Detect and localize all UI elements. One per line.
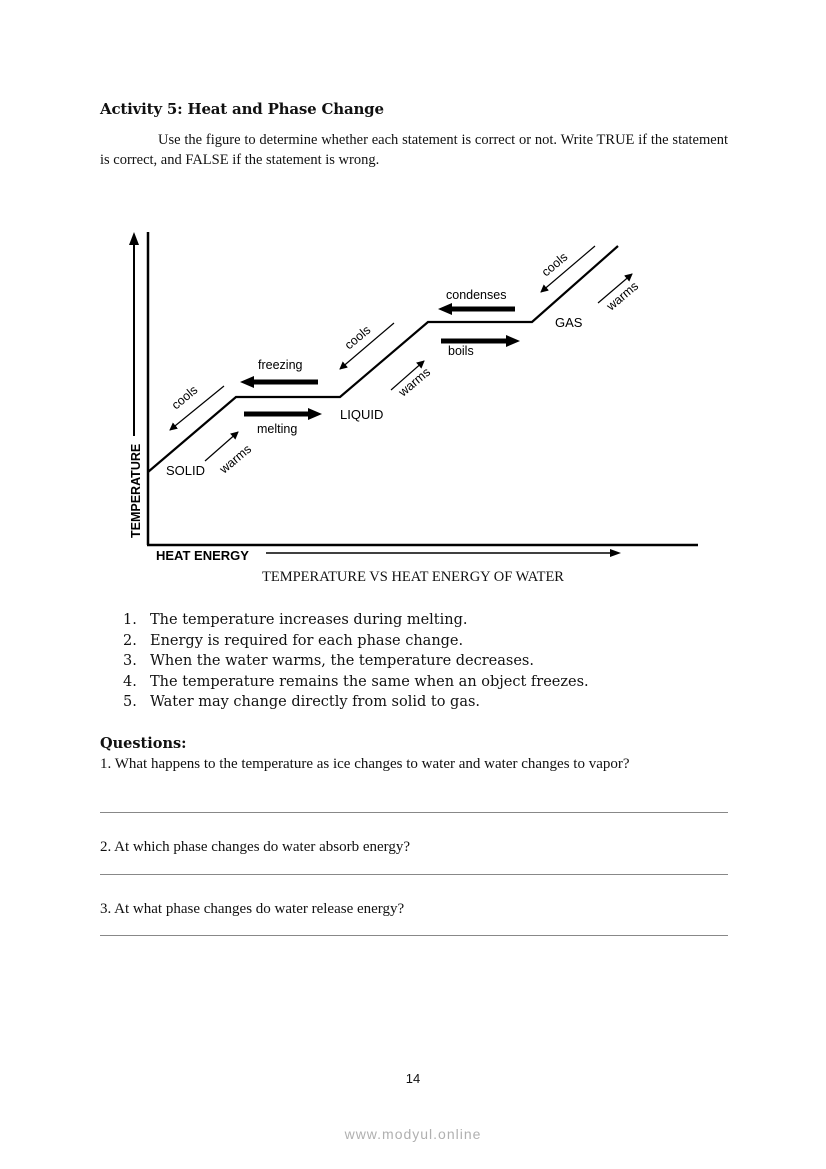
statement-item <box>123 651 589 672</box>
phase-label-solid: SOLID <box>166 463 206 478</box>
x-axis-arrow <box>266 549 621 557</box>
question-2 <box>100 837 728 858</box>
questions-heading: Questions: <box>100 735 187 752</box>
figure-caption: TEMPERATURE VS HEAT ENERGY OF WATER <box>262 569 564 585</box>
question-text: 2. At which phase changes do water absorb energy? <box>100 839 411 855</box>
answer-line-1[interactable] <box>100 812 728 813</box>
statement-item <box>123 610 589 631</box>
page-number: 14 <box>405 1071 421 1086</box>
boils-label: boils <box>448 344 474 358</box>
statement-list <box>123 610 589 713</box>
statement-text: Energy is required for each phase change. <box>150 632 464 649</box>
question-text: 3. At what phase changes do water release energy? <box>100 901 405 917</box>
question-text: 1. What happens to the temperature as ice changes to water and water changes to vapor? <box>100 756 630 772</box>
statement-text: The temperature remains the same when an object freezes. <box>150 673 589 690</box>
answer-line-3[interactable] <box>100 935 728 936</box>
statement-number: 3. <box>123 653 137 669</box>
melting-label: melting <box>257 422 298 436</box>
statement-item <box>123 672 589 693</box>
statement-text: Water may change directly from solid to gas. <box>150 694 481 710</box>
y-axis-arrow <box>129 232 139 436</box>
instructions-text: Use the figure to determine whether each statement is correct or not. Write TRUE if the statement is correct, and FALSE if the statement is wrong. <box>100 132 728 168</box>
question-3 <box>100 899 728 920</box>
x-axis-label: HEAT ENERGY <box>156 548 249 563</box>
solid-cools-label: cools <box>168 382 201 413</box>
liquid-warms-label: warms <box>395 364 434 400</box>
condenses-arrow <box>438 303 515 315</box>
statement-number: 2. <box>123 632 137 649</box>
heating-curve <box>148 246 618 472</box>
y-axis-label: TEMPERATURE <box>129 443 143 538</box>
statement-number: 1. <box>123 612 137 628</box>
activity-title: Activity 5: Heat and Phase Change <box>100 100 384 118</box>
freezing-label: freezing <box>258 358 303 372</box>
statement-number: 5. <box>123 694 137 710</box>
answer-line-2[interactable] <box>100 874 728 875</box>
freezing-arrow <box>240 376 318 388</box>
melting-arrow <box>244 408 322 420</box>
statement-text: When the water warms, the temperature decreases. <box>150 653 534 669</box>
liquid-cools-label: cools <box>341 322 374 353</box>
statement-number: 4. <box>123 673 137 690</box>
gas-cools-label: cools <box>538 249 571 280</box>
condenses-label: condenses <box>446 288 507 302</box>
question-1 <box>100 754 728 775</box>
statement-item <box>123 692 589 713</box>
statement-text: The temperature increases during melting. <box>150 612 468 628</box>
solid-warms-label: warms <box>216 441 255 477</box>
watermark: www.modyul.online <box>344 1126 482 1142</box>
phase-label-liquid: LIQUID <box>340 407 384 422</box>
statement-item <box>123 631 589 652</box>
phase-label-gas: GAS <box>555 315 583 330</box>
chart-axes <box>147 232 698 545</box>
gas-warms-label: warms <box>603 278 642 314</box>
